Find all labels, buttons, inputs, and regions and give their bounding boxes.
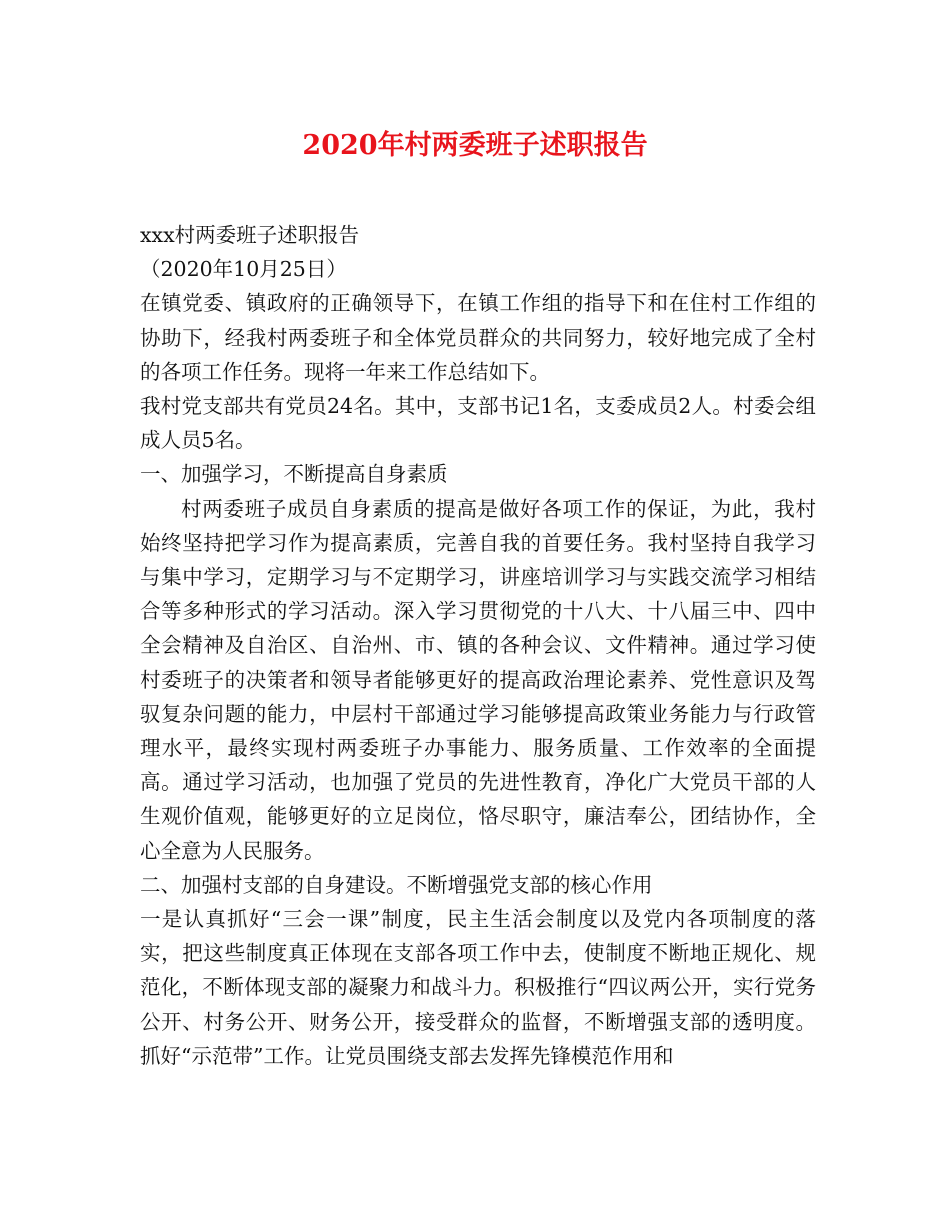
section-heading-2: 二、加强村支部的自身建设。不断增强党支部的核心作用	[140, 872, 653, 897]
section-heading-1: 一、加强学习，不断提高自身素质	[140, 462, 448, 487]
paragraph-date: （2020年10月25日）	[140, 257, 347, 282]
paragraph-heading: xxx村两委班子述职报告	[140, 223, 360, 247]
paragraph-section-2: 一是认真抓好“三会一课”制度，民主生活会制度以及党内各项制度的落实，把这些制度真正体现在支部各项工作中去，使制度不断地正规化、规范化，不断体现支部的凝聚力和战斗力。积极推行“四议两公开，实行党务公开、村务公开、财务公开，接受群众的监督，不断增强支部的透明度。抓好“示范带”工作。让党员围绕支部去发挥先锋模范作用和	[140, 907, 816, 1068]
document-body	[140, 218, 816, 1073]
paragraph-intro: 在镇党委、镇政府的正确领导下，在镇工作组的指导下和在住村工作组的协助下，经我村两委班子和全体党员群众的共同努力，较好地完成了全村的各项工作任务。现将一年来工作总结如下。	[140, 291, 816, 384]
paragraph-section-1: 村两委班子成员自身素质的提高是做好各项工作的保证，为此，我村始终坚持把学习作为提高素质，完善自我的首要任务。我村坚持自我学习与集中学习，定期学习与不定期学习，讲座培训学习与实践交流学习相结合等多种形式的学习活动。深入学习贯彻党的十八大、十八届三中、四中全会精神及自治区、自治州、市、镇的各种会议、文件精神。通过学习使村委班子的决策者和领导者能够更好的提高政治理论素养、党性意识及驾驭复杂问题的能力，中层村干部通过学习能够提高政策业务能力与行政管理水平，最终实现村两委班子办事能力、服务质量、工作效率的全面提高。通过学习活动，也加强了党员的先进性教育，净化广大党员干部的人生观价值观，能够更好的立足岗位，恪尽职守，廉洁奉公，团结协作，全心全意为人民服务。	[140, 496, 816, 863]
document-title: 2020年村两委班子述职报告	[302, 130, 648, 161]
paragraph-members: 我村党支部共有党员24名。其中，支部书记1名，支委成员2人。村委会组成人员5名。	[140, 394, 816, 453]
